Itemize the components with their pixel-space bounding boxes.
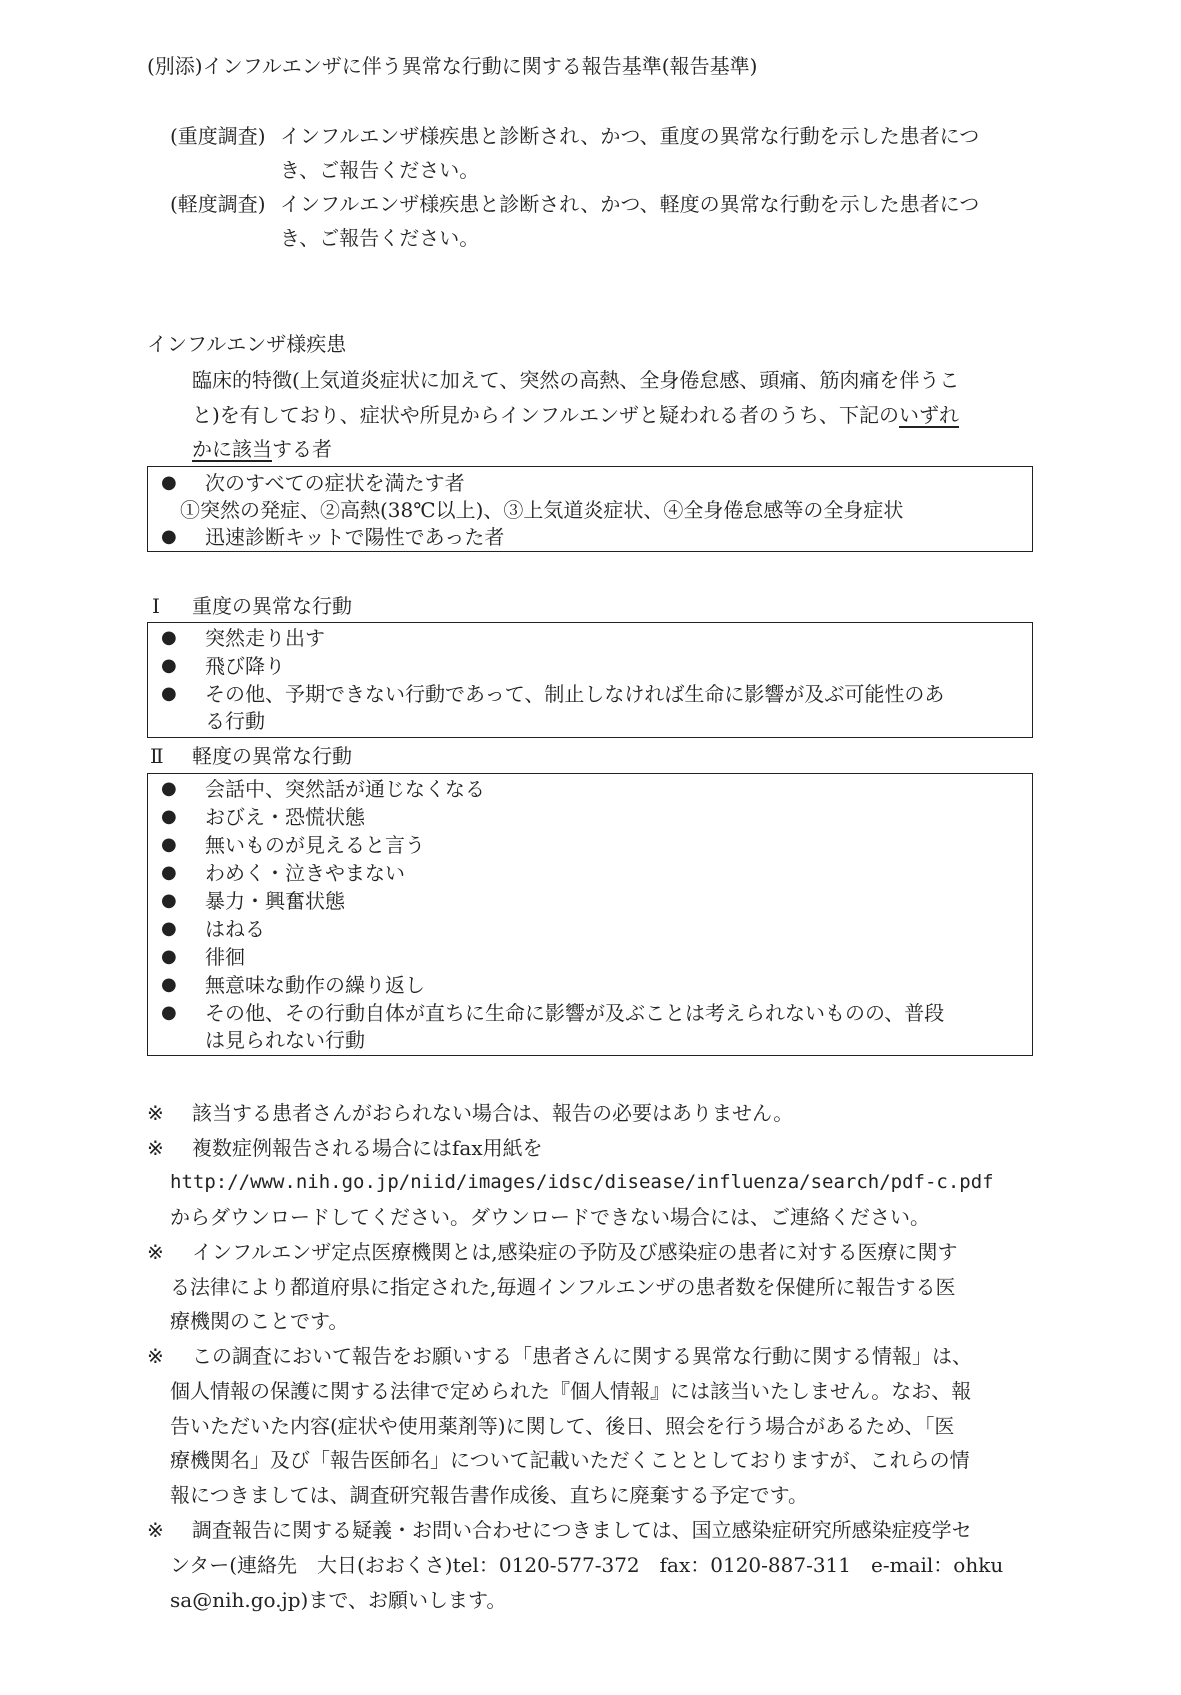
list-item: 徘徊 [205,945,245,969]
note-mark: ※ [147,1101,164,1125]
bullet: ● [161,946,177,967]
note-contact-line2: ンター(連絡先 大日(おおくさ)tel：0120-577-372 fax：0120-887-311 e-mail：ohku [170,1553,1004,1577]
bullet: ● [161,918,177,939]
bullet: ● [161,655,177,676]
note-mark: ※ [147,1518,164,1542]
note-privacy-line3: 告いただいた内容(症状や使用薬剤等)に関して、後日、照会を行う場合があるため、「医 [170,1414,955,1438]
list-item-continued: る行動 [205,709,265,733]
severe-survey-text-line2: き、ご報告ください。 [280,158,480,182]
list-item: その他、予期できない行動であって、制止しなければ生命に影響が及ぶ可能性のあ [205,682,945,706]
list-item: 無いものが見えると言う [205,833,425,857]
bullet: ● [161,683,177,704]
bullet: ● [161,526,177,547]
mild-survey-label: (軽度調査) [170,192,266,216]
bullet: ● [161,778,177,799]
note-privacy-line1: この調査において報告をお願いする「患者さんに関する異常な行動に関する情報」は、 [192,1344,972,1368]
note-mark: ※ [147,1240,164,1264]
list-item: 飛び降り [205,654,285,678]
list-item: はねる [205,917,265,941]
note-multiple-cases-line1: 複数症例報告される場合にはfax用紙を [192,1136,543,1160]
bullet: ● [161,890,177,911]
note-mark: ※ [147,1344,164,1368]
mild-survey-text-line2: き、ご報告ください。 [280,226,480,250]
ili-definition-line3: かに該当する者 [192,437,332,461]
severe-survey-label: (重度調査) [170,124,266,148]
section2-box [147,773,1033,1056]
note-sentinel-line1: インフルエンザ定点医療機関とは,感染症の予防及び感染症の患者に対する医療に関す [192,1240,958,1264]
bullet: ● [161,472,177,493]
section1-box [147,622,1033,738]
bullet: ● [161,974,177,995]
bullet: ● [161,834,177,855]
ili-criteria-box [147,466,1033,552]
underlined-text: いずれ [899,403,960,427]
note-multiple-cases-line3: からダウンロードしてください。ダウンロードできない場合には、ご連絡ください。 [170,1205,930,1229]
section1-number: Ⅰ [152,594,160,618]
bullet: ● [161,1002,177,1023]
ili-definition-line1: 臨床的特徴(上気道炎症状に加えて、突然の高熱、全身倦怠感、頭痛、筋肉痛を伴うこ [192,368,960,392]
ili-heading: インフルエンザ様疾患 [147,332,347,356]
list-item-continued: は見られない行動 [205,1028,365,1052]
criteria-rapid-test: 迅速診断キットで陽性であった者 [205,525,505,549]
bullet: ● [161,806,177,827]
bullet: ● [161,862,177,883]
list-item: 暴力・興奮状態 [205,889,345,913]
note-sentinel-line3: 療機関のことです。 [170,1309,349,1333]
list-item: 無意味な動作の繰り返し [205,973,425,997]
note-mark: ※ [147,1136,164,1160]
note-privacy-line5: 報につきましては、調査研究報告書作成後、直ちに廃棄する予定です。 [170,1483,808,1507]
list-item: おびえ・恐慌状態 [205,805,365,829]
underlined-text: かに該当 [192,437,272,461]
list-item: 突然走り出す [205,626,325,650]
bullet: ● [161,627,177,648]
note-contact-line1: 調査報告に関する疑義・お問い合わせにつきましては、国立感染症研究所感染症疫学セ [192,1518,972,1542]
note-sentinel-line2: る法律により都道府県に指定された,毎週インフルエンザの患者数を保健所に報告する医 [170,1275,956,1299]
page-title: (別添)インフルエンザに伴う異常な行動に関する報告基準(報告基準) [147,54,758,78]
severe-survey-text-line1: インフルエンザ様疾患と診断され、かつ、重度の異常な行動を示した患者につ [280,124,980,148]
section2-heading: 軽度の異常な行動 [192,744,352,768]
fax-form-url: http://www.nih.go.jp/niid/images/idsc/disease/influenza/search/pdf-c.pdf [170,1171,994,1193]
ili-definition-line2: と)を有しており、症状や所見からインフルエンザと疑われる者のうち、下記のいずれ [192,403,960,427]
mild-survey-text-line1: インフルエンザ様疾患と診断され、かつ、軽度の異常な行動を示した患者につ [280,192,980,216]
section1-heading: 重度の異常な行動 [192,594,352,618]
note-privacy-line2: 個人情報の保護に関する法律で定められた『個人情報』には該当いたしません。なお、報 [170,1379,972,1403]
list-item: 会話中、突然話が通じなくなる [205,777,485,801]
list-item: わめく・泣きやまない [205,861,405,885]
note-privacy-line4: 療機関名」及び「報告医師名」について記載いただくこととしておりますが、これらの情 [170,1448,970,1472]
criteria-all-symptoms: 次のすべての症状を満たす者 [205,471,465,495]
list-item: その他、その行動自体が直ちに生命に影響が及ぶことは考えられないものの、普段 [205,1001,945,1025]
section2-number: Ⅱ [150,744,164,768]
criteria-symptom-list: ①突然の発症、②高熱(38℃以上)、③上気道炎症状、④全身倦怠感等の全身症状 [180,498,904,522]
note-contact-line3: sa@nih.go.jp)まで、お願いします。 [170,1588,507,1612]
note-no-patients: 該当する患者さんがおられない場合は、報告の必要はありません。 [192,1101,794,1125]
